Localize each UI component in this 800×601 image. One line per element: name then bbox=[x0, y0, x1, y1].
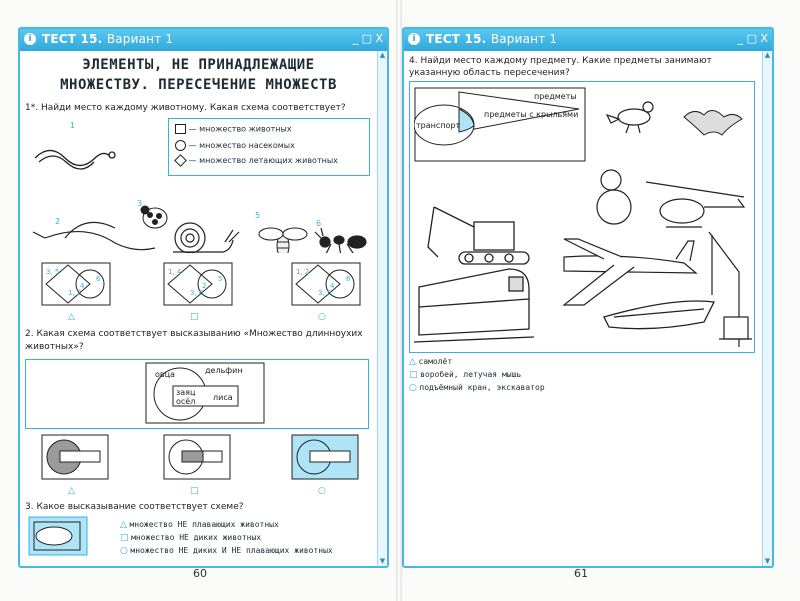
scheme-3-center: 4 bbox=[330, 282, 335, 290]
q3-option-1[interactable]: △ множество НЕ плавающих животных bbox=[120, 520, 279, 530]
goose-icon bbox=[33, 222, 155, 249]
word-hare: заяц bbox=[176, 388, 196, 397]
question-3: 3. Какое высказывание соответствует схеме? bbox=[25, 502, 244, 512]
word-sheep: овца bbox=[155, 370, 175, 379]
scroll-up-icon[interactable]: ▲ bbox=[764, 51, 771, 59]
answer-option-3[interactable]: ○ подъёмный кран, экскаватор bbox=[409, 383, 545, 393]
scheme-2-left: 1, 4 bbox=[168, 268, 182, 276]
scheme-2-bottom: 3, 6 bbox=[190, 289, 204, 297]
bee-icon bbox=[259, 228, 307, 253]
q2-marker-1: △ bbox=[68, 486, 75, 496]
question-1: 1*. Найди место каждому животному. Какая схема соответствует? bbox=[25, 103, 346, 113]
answer-option-1[interactable]: △ самолёт bbox=[409, 357, 453, 367]
info-icon: i bbox=[408, 33, 420, 45]
q3-option-2[interactable]: □ множество НЕ диких животных bbox=[120, 533, 262, 543]
left-test-window bbox=[18, 27, 389, 568]
scheme-1-marker: △ bbox=[68, 312, 75, 322]
boat-icon bbox=[604, 301, 714, 329]
snail-icon bbox=[173, 223, 239, 253]
scheme-3-right: 6 bbox=[346, 275, 351, 283]
animal-number-3: 3 bbox=[137, 199, 143, 208]
left-titlebar bbox=[20, 29, 387, 51]
word-dolphin: дельфин bbox=[205, 366, 243, 375]
page-heading-line2: МНОЖЕСТВУ. ПЕРЕСЕЧЕНИЕ МНОЖЕСТВ bbox=[60, 77, 337, 93]
tumbler-toy-icon bbox=[597, 170, 631, 224]
window-controls[interactable]: _ □ X bbox=[352, 32, 383, 45]
bat-icon bbox=[684, 110, 742, 135]
scheme-1-left: 3, 5 bbox=[46, 268, 60, 276]
legend-diamond-row: — множество летающих животных bbox=[175, 156, 338, 165]
word-donkey: осёл bbox=[176, 397, 196, 406]
q2-marker-2: □ bbox=[190, 486, 199, 496]
q2-scheme-2 bbox=[164, 435, 230, 479]
animal-number-5: 5 bbox=[255, 211, 261, 220]
scrollbar[interactable] bbox=[377, 51, 387, 566]
q2-marker-3: ○ bbox=[318, 486, 326, 496]
animal-number-6: 6 bbox=[316, 219, 322, 228]
info-icon: i bbox=[24, 33, 36, 45]
helicopter-icon bbox=[646, 182, 744, 227]
q3-option-3[interactable]: ○ множество НЕ диких И НЕ плавающих животных bbox=[120, 546, 333, 556]
q4-objects-illustration bbox=[414, 87, 752, 349]
question-4: 4. Найди место каждому предмету. Какие предметы занимают указанную область пересечения? bbox=[409, 56, 712, 78]
question-2: 2. Какая схема соответствует высказыванию «Множество длинноухих животных»? bbox=[25, 329, 363, 352]
label-transport: транспорт bbox=[416, 121, 461, 130]
sparrow-icon bbox=[607, 102, 653, 133]
legend-circle-row: — множество насекомых bbox=[175, 140, 295, 151]
scroll-up-icon[interactable]: ▲ bbox=[379, 51, 386, 59]
word-fox: лиса bbox=[213, 393, 233, 402]
q2-answer-schemes bbox=[40, 433, 370, 498]
scheme-3-bottom: 3, 5 bbox=[318, 289, 332, 297]
q2-scheme-1 bbox=[42, 435, 108, 479]
scheme-1-bottom: 1, 2 bbox=[68, 289, 82, 297]
scroll-down-icon[interactable]: ▼ bbox=[379, 557, 386, 565]
scrollbar[interactable] bbox=[762, 51, 772, 566]
page-number-right: 61 bbox=[574, 567, 588, 580]
right-page bbox=[402, 0, 800, 601]
scheme-2-marker: □ bbox=[190, 312, 199, 322]
animal-number-2: 2 bbox=[55, 217, 61, 226]
excavator-icon bbox=[428, 207, 529, 264]
legend-square-row: — множество животных bbox=[175, 124, 292, 134]
airplane-icon bbox=[564, 239, 696, 305]
page-number-left: 60 bbox=[193, 567, 207, 580]
right-test-window bbox=[402, 27, 774, 568]
scheme-1-center: 4 bbox=[80, 282, 85, 290]
scheme-3-marker: ○ bbox=[318, 312, 326, 322]
animals-illustration bbox=[25, 118, 375, 253]
answer-option-2[interactable]: □ воробей, летучая мышь bbox=[409, 370, 522, 380]
scheme-2-center: 2 bbox=[202, 282, 207, 290]
left-page bbox=[0, 0, 398, 601]
window-controls[interactable]: _ □ X bbox=[737, 32, 768, 45]
page-heading-line1: ЭЛЕМЕНТЫ, НЕ ПРИНАДЛЕЖАЩИЕ bbox=[82, 57, 315, 73]
q2-scheme-3 bbox=[292, 435, 358, 479]
window-title: ТЕСТ 15. Вариант 1 bbox=[42, 32, 174, 46]
q2-diagram bbox=[145, 362, 265, 424]
train-icon bbox=[414, 269, 534, 342]
q1-schemes bbox=[40, 261, 370, 326]
snake-icon bbox=[35, 151, 115, 170]
q3-scheme bbox=[28, 516, 88, 556]
window-title: ТЕСТ 15. Вариант 1 bbox=[426, 32, 558, 46]
right-titlebar bbox=[404, 29, 772, 51]
ladybug-icon bbox=[141, 206, 167, 228]
scroll-down-icon[interactable]: ▼ bbox=[764, 557, 771, 565]
scheme-1-right: 6 bbox=[96, 275, 101, 283]
scheme-2-right: 5 bbox=[218, 275, 223, 283]
ant-icon bbox=[315, 228, 366, 253]
label-winged: предметы с крыльями bbox=[484, 110, 579, 119]
label-objects: предметы bbox=[534, 92, 577, 101]
animal-number-1: 1 bbox=[70, 121, 76, 130]
crane-icon bbox=[709, 232, 752, 347]
scheme-3-left: 1, 2 bbox=[296, 268, 310, 276]
